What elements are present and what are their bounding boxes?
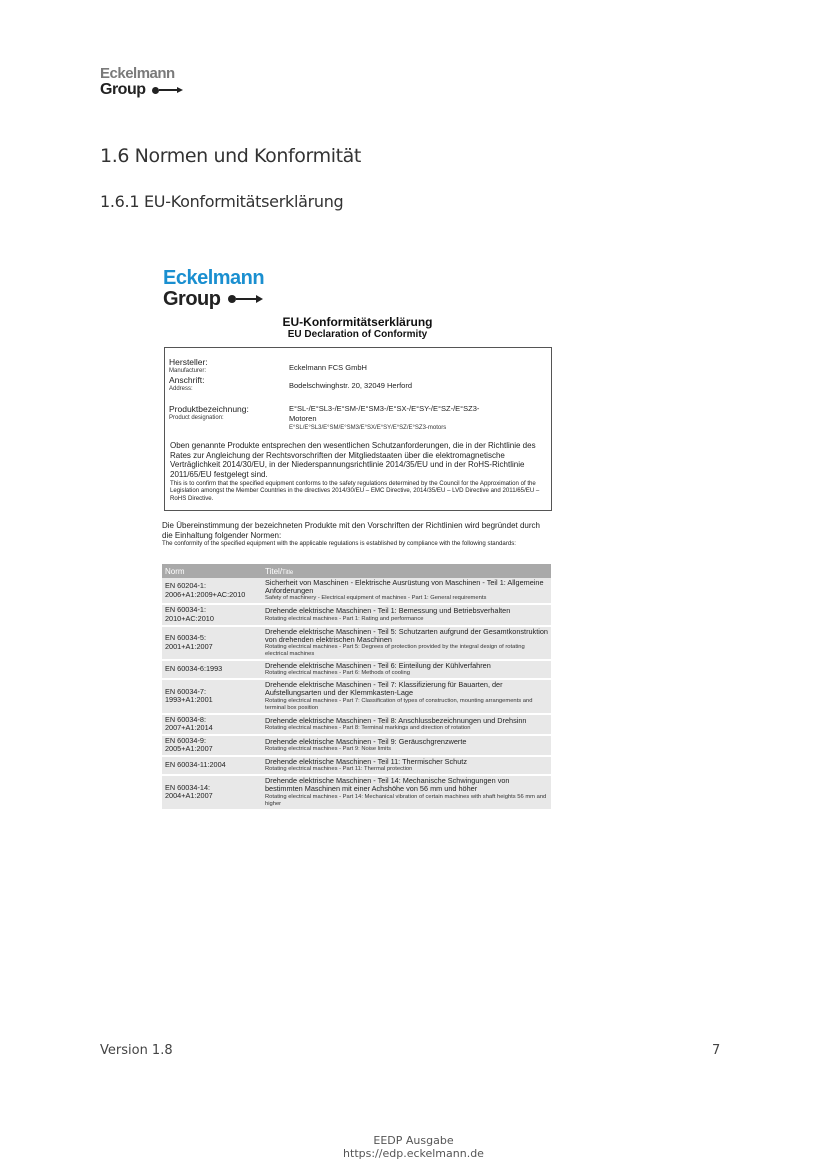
standard-title <box>262 578 551 604</box>
table-row <box>162 604 551 625</box>
standard-title-de: Drehende elektrische Maschinen - Teil 9: Geräuschgrenzwerte <box>265 736 467 746</box>
address-label: Anschrift: <box>169 375 205 385</box>
standard-title-de: Drehende elektrische Maschinen - Teil 1: Bemessung und Betriebsverhalten <box>265 606 511 616</box>
standard-title <box>262 756 551 775</box>
manufacturer-label: Hersteller: <box>169 357 208 367</box>
declaration-logo-arrow-icon <box>228 295 263 303</box>
declaration-logo <box>163 268 264 309</box>
conformity-statement-en: This is to confirm that the specified equipment conforms to the safety regulations determined by the Council for the Approximation of the Legislation amongst the Member Countries in the directives 2014/30/EU – EMC Directive, 2014/35/EU – LVD Directive and 2011/65/EU – RoHS Directive. <box>170 480 540 502</box>
standard-title <box>262 679 551 713</box>
compliance-text-de: Die Übereinstimmung der bezeichneten Produkte mit den Vorschriften der Richtlinien wird begründet durch die Einhaltung folgender Normen: <box>162 521 540 540</box>
declaration-document <box>160 262 555 852</box>
standard-title-de: Drehende elektrische Maschinen - Teil 5: Schutzarten aufgrund der Gesamtkonstruktion von drehenden elektrischen Maschinen <box>265 626 548 644</box>
compliance-intro <box>162 521 552 548</box>
standard-title <box>262 604 551 625</box>
standard-title-en: Rotating electrical machines - Part 5: Degrees of protection provided by the integral design of rotating electrical machines <box>265 644 525 657</box>
standard-norm: EN 60034-8: 2007+A1:2014 <box>162 714 262 735</box>
standard-norm: EN 60034-1: 2010+AC:2010 <box>162 604 262 625</box>
standard-title-de: Drehende elektrische Maschinen - Teil 8: Anschlussbezeichnungen und Drehsinn <box>265 715 527 725</box>
standard-title-de: Drehende elektrische Maschinen - Teil 11: Thermischer Schutz <box>265 756 467 766</box>
standard-title-en: Rotating electrical machines - Part 11: Thermal protection <box>265 766 413 773</box>
manufacturer-value: Eckelmann FCS GmbH <box>289 363 367 372</box>
section-title: 1.6 Normen und Konformität <box>100 145 361 167</box>
declaration-logo-eckelmann: Eckelmann <box>163 267 265 289</box>
page-number: 7 <box>712 1043 721 1058</box>
product-label: Produktbezeichnung: <box>169 404 249 414</box>
product-value-line2: Motoren <box>289 414 317 423</box>
standard-title <box>262 735 551 756</box>
standard-title-en: Rotating electrical machines - Part 1: Rating and performance <box>265 615 424 622</box>
logo-text-eckelmann: Eckelmann <box>100 65 175 82</box>
table-row <box>162 660 551 679</box>
manufacturer-box <box>164 347 552 511</box>
product-value: E°SL-/E°SL3-/E°SM-/E°SM3-/E°SX-/E°SY-/E°SZ-/E°SZ3- <box>289 404 480 413</box>
version-label: Version 1.8 <box>100 1043 173 1058</box>
standard-title-en: Rotating electrical machines - Part 6: Methods of cooling <box>265 670 410 677</box>
logo-text-group: Group <box>100 81 146 98</box>
table-row <box>162 626 551 660</box>
address-label-en: Address: <box>169 386 193 392</box>
logo-arrow-icon <box>152 87 183 94</box>
standards-table <box>162 564 551 811</box>
company-logo <box>100 66 183 98</box>
table-row <box>162 775 551 809</box>
table-row <box>162 735 551 756</box>
standard-title <box>262 626 551 660</box>
table-header-row <box>162 564 551 578</box>
subsection-title: 1.6.1 EU-Konformitätserklärung <box>100 192 344 211</box>
table-row <box>162 679 551 713</box>
standard-norm: EN 60034-5: 2001+A1:2007 <box>162 626 262 660</box>
table-row <box>162 714 551 735</box>
standard-title-en: Rotating electrical machines - Part 9: Noise limits <box>265 745 391 752</box>
standard-norm: EN 60034-11:2004 <box>162 756 262 775</box>
standard-title-en: Rotating electrical machines - Part 8: Terminal markings and direction of rotation <box>265 724 471 731</box>
manufacturer-label-en: Manufacturer: <box>169 368 207 374</box>
standard-norm: EN 60034-14: 2004+A1:2007 <box>162 775 262 809</box>
standard-title-en: Rotating electrical machines - Part 14: Mechanical vibration of certain machines with shaft heights 56 mm and higher <box>265 793 547 807</box>
compliance-text-en: The conformity of the specified equipment with the applicable regulations is established by compliance with the following standards: <box>162 540 516 548</box>
address-value: Bodelschwinghstr. 20, 32049 Herford <box>289 381 412 390</box>
standard-norm: EN 60204-1: 2006+A1:2009+AC:2010 <box>162 578 262 604</box>
standard-norm: EN 60034-6:1993 <box>162 660 262 679</box>
column-header-norm: Norm <box>162 564 262 578</box>
column-header-title: Titel/Title <box>262 564 551 578</box>
edition-url: https://edp.eckelmann.de <box>343 1147 484 1160</box>
standard-title <box>262 714 551 735</box>
product-value-en: E°SL/E°SL3/E°SM/E°SM3/E°SX/E°SY/E°SZ/E°SZ3-motors <box>289 425 447 431</box>
standard-title-de: Drehende elektrische Maschinen - Teil 7: Klassifizierung für Bauarten, der Aufstellungsarten und der Klemmkasten-Lage <box>265 680 503 698</box>
declaration-title-en: EU Declaration of Conformity <box>287 329 428 340</box>
declaration-title-de: EU-Konformitätserklärung <box>282 315 433 329</box>
standard-norm: EN 60034-9: 2005+A1:2007 <box>162 735 262 756</box>
standard-title <box>262 775 551 809</box>
conformity-statement-de: Oben genannte Produkte entsprechen den wesentlichen Schutzanforderungen, die in der Richtlinie des Rates zur Angleichung der Rechtsvorschriften der Mitgliedstaaten über die elektromagnetische Verträglichkeit 2014/30/EU, in der Niederspannungsrichtlinie 2014/35/EU und in der RoHS-Richtlinie 2011/65/EU festgelegt sind. <box>170 441 536 479</box>
edition-note: EEDP Ausgabe <box>373 1134 454 1147</box>
standard-title-de: Drehende elektrische Maschinen - Teil 6: Einteilung der Kühlverfahren <box>265 661 491 670</box>
standard-title-en: Safety of machinery - Electrical equipment of machines - Part 1: General requirements <box>265 595 487 602</box>
declaration-logo-group: Group <box>163 288 221 310</box>
product-label-en: Product designation: <box>169 415 224 421</box>
standard-title-de: Drehende elektrische Maschinen - Teil 14: Mechanische Schwingungen von bestimmten Maschinen mit einer Achshöhe von 56 mm und höher <box>265 776 510 794</box>
table-row <box>162 578 551 604</box>
standard-title <box>262 660 551 679</box>
standard-title-de: Sicherheit von Maschinen - Elektrische Ausrüstung von Maschinen - Teil 1: Allgemeine Anforderungen <box>265 578 544 596</box>
table-row <box>162 756 551 775</box>
standard-norm: EN 60034-7: 1993+A1:2001 <box>162 679 262 713</box>
standard-title-en: Rotating electrical machines - Part 7: Classification of types of construction, mounting arrangements and terminal box position <box>265 697 533 711</box>
